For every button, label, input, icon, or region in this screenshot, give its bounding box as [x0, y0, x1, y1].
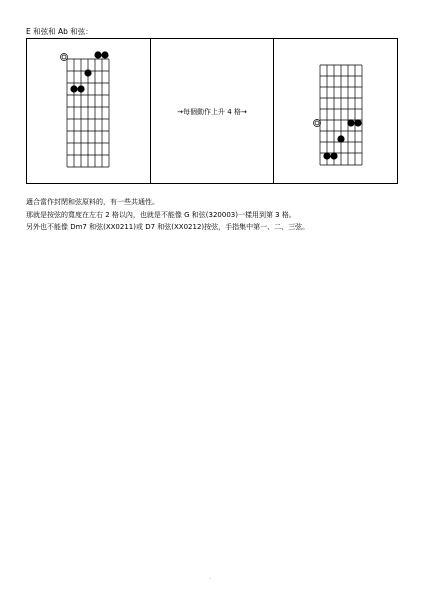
explanation-paragraph	[26, 196, 309, 234]
finger-dot	[348, 119, 355, 126]
ab-chord-diagram	[314, 61, 374, 179]
finger-dot	[331, 152, 338, 159]
finger-dot	[338, 135, 345, 142]
finger-dot	[70, 85, 77, 92]
finger-dot	[94, 51, 101, 58]
chord-comparison-table	[26, 38, 398, 184]
explanation-line: 適合當作封閉和弦原料的，有一些共通性。	[26, 198, 159, 206]
finger-dot	[77, 85, 84, 92]
arrow-cell	[151, 39, 275, 183]
ab-chord-cell	[274, 39, 397, 183]
shift-instruction: →每個動作上升 4 格→	[177, 108, 247, 116]
e-chord-cell	[27, 39, 151, 183]
finger-dot	[355, 119, 362, 126]
e-chord-diagram	[61, 49, 121, 177]
explanation-line: 那就是按弦的寬度在左右 2 格以內，也就是不能像 G 和弦(320003)一樣用到第 3 格。	[26, 210, 296, 219]
finger-dot	[324, 152, 331, 159]
open-string-marker	[314, 120, 321, 127]
chord-section-title: E 和弦和 Ab 和弦：	[26, 27, 93, 36]
page-footer-mark: .	[209, 574, 211, 581]
explanation-line: 另外也不能像 Dm7 和弦(XX0211)或 D7 和弦(XX0212)按弦，手指集中第一、二、三弦。	[26, 223, 310, 232]
open-string-marker	[61, 54, 68, 61]
finger-dot	[101, 51, 108, 58]
finger-dot	[84, 69, 91, 76]
